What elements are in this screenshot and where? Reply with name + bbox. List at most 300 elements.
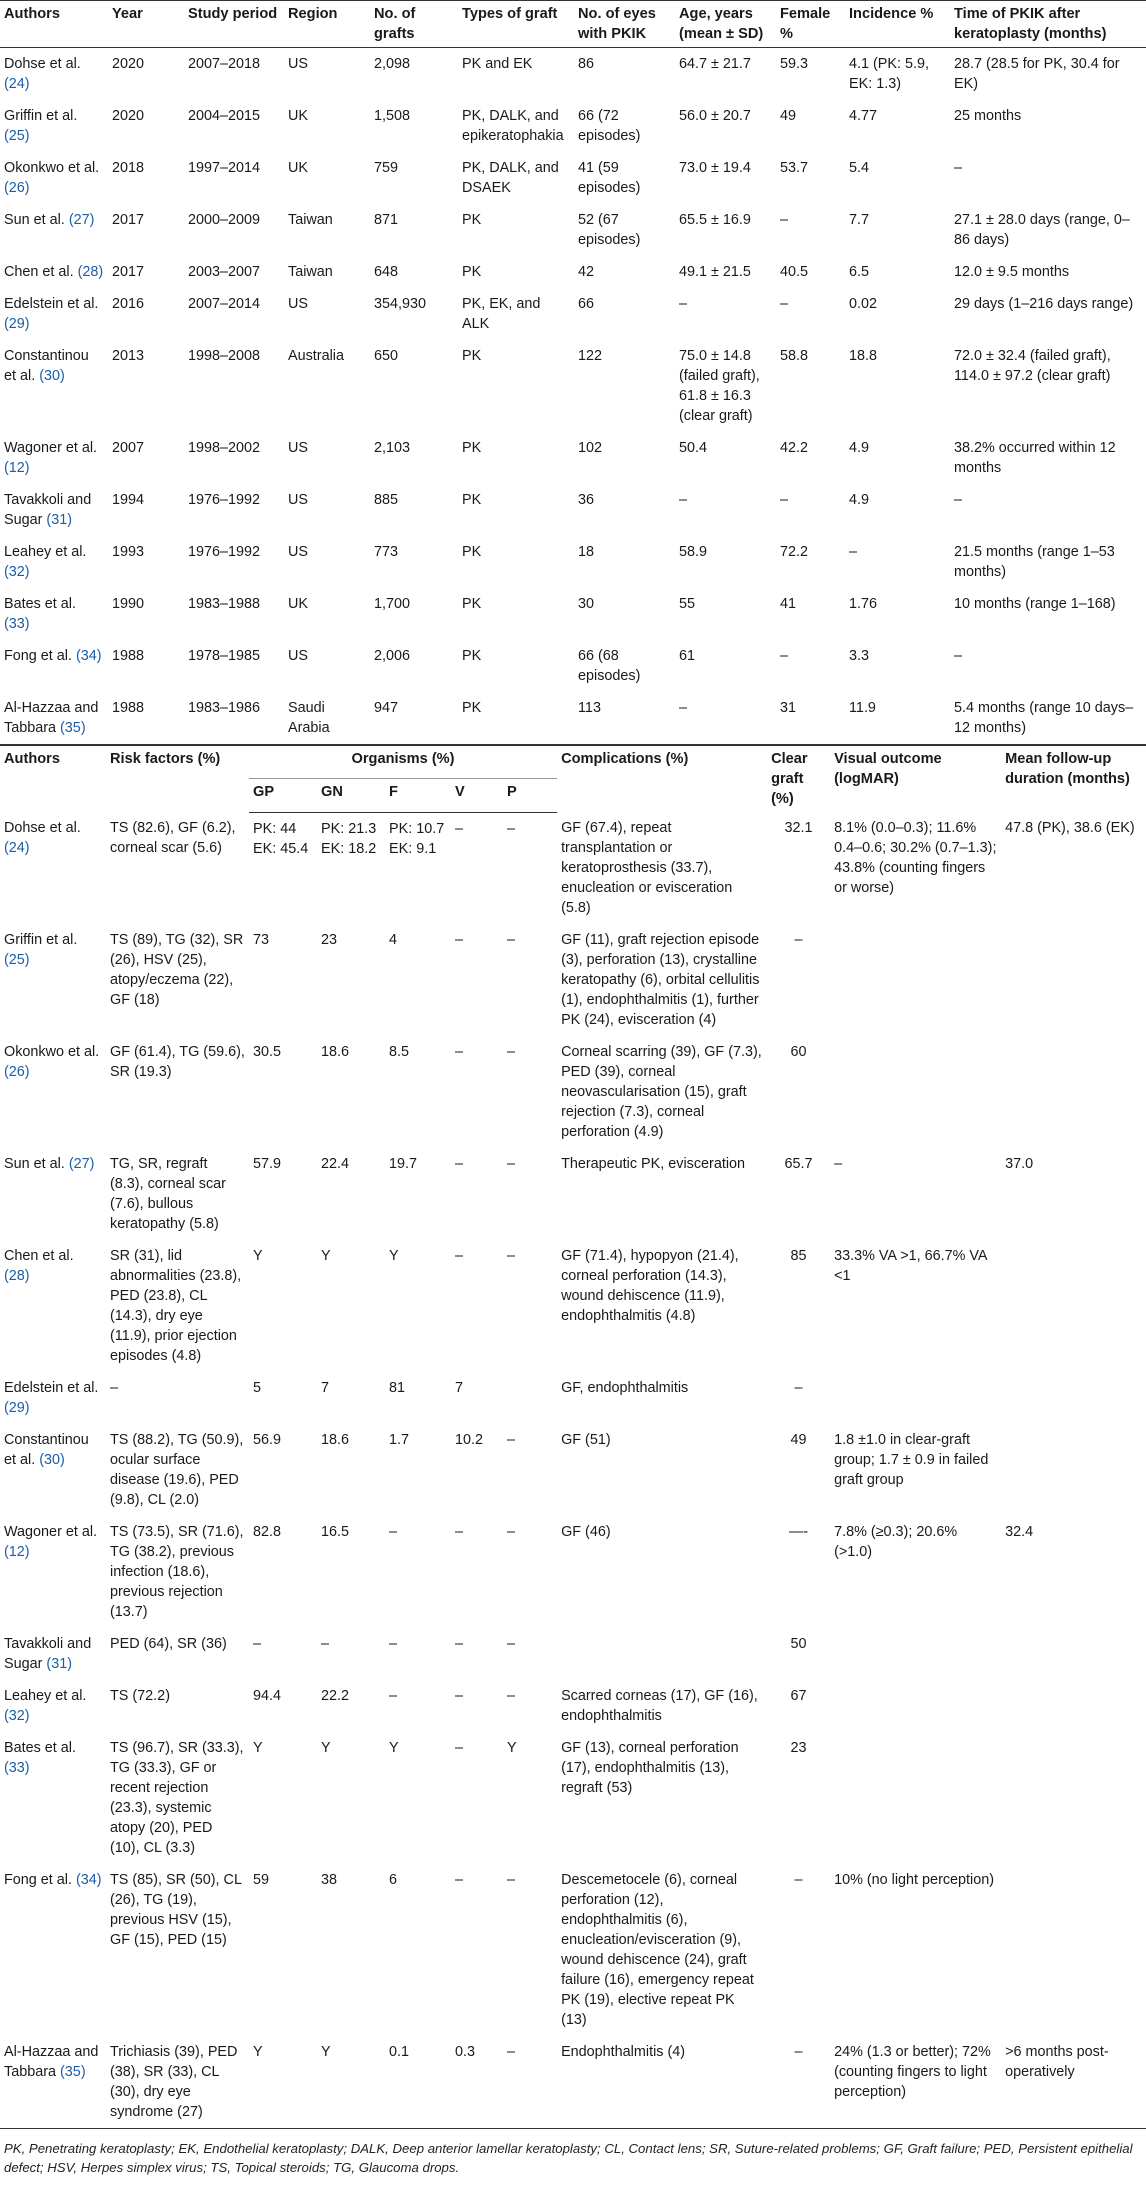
table-cell: 4.77: [849, 108, 878, 124]
table-cell: Y: [321, 1248, 331, 1264]
table-cell: PK: 44 EK: 45.4: [253, 820, 309, 857]
table-cell: –: [954, 160, 963, 176]
table-cell: 19.7: [389, 1156, 418, 1172]
table-cell: –: [679, 492, 688, 508]
table-cell: 41 (59 episodes): [578, 160, 641, 196]
table-cell: 1,508: [374, 108, 411, 124]
table-row: [0, 2036, 1146, 2129]
author-name: Tavakkoli and Sugar: [4, 492, 92, 528]
table-cell: 41: [780, 596, 797, 612]
author-cell: [0, 340, 108, 432]
reference-link[interactable]: (12): [4, 460, 30, 476]
author-name: Griffin et al.: [4, 108, 78, 124]
col-header: Year: [108, 1, 184, 48]
table-cell: –: [507, 820, 516, 837]
col-header: Incidence %: [845, 1, 950, 48]
table-cell: PK: [462, 492, 482, 508]
table-cell: TG, SR, regraft (8.3), corneal scar (7.6), bullous keratopathy (5.8): [110, 1156, 226, 1232]
author-cell: [0, 288, 108, 340]
table-cell: 61: [679, 648, 696, 664]
table-cell: [1001, 1628, 1146, 1680]
reference-link[interactable]: (28): [77, 264, 104, 280]
table-cell: PK: 10.7 EK: 9.1: [389, 820, 445, 857]
table-row: [0, 340, 1146, 432]
table-cell: 4.9: [849, 492, 870, 508]
table-cell: –: [780, 492, 789, 508]
reference-link[interactable]: (35): [60, 2064, 86, 2080]
table-cell: 10 months (range 1–168): [954, 596, 1116, 612]
table-cell: 73.0 ± 19.4: [679, 160, 751, 176]
author-cell: [0, 2036, 106, 2129]
table-cell: 66 (72 episodes): [578, 108, 641, 144]
author-name: Okonkwo et al.: [4, 160, 100, 176]
table-cell: 1988: [112, 648, 145, 664]
table-cell: TS (88.2), TG (50.9), ocular surface disease (19.6), PED (9.8), CL (2.0): [110, 1432, 244, 1508]
table-row: [0, 256, 1146, 288]
table-cell: 27.1 ± 28.0 days (range, 0–86 days): [954, 212, 1130, 248]
table-cell: US: [288, 56, 308, 72]
table-cell: 94.4: [253, 1688, 282, 1704]
table-cell: 0.02: [849, 296, 878, 312]
table-cell: 1976–1992: [188, 544, 261, 560]
table-cell: 2003–2007: [188, 264, 261, 280]
author-cell: [0, 100, 108, 152]
reference-link[interactable]: (34): [76, 648, 102, 664]
reference-link[interactable]: (25): [4, 128, 30, 144]
table-cell: –: [455, 1636, 464, 1652]
table-cell: Y: [249, 2036, 317, 2129]
reference-link[interactable]: (12): [4, 1544, 30, 1560]
table-cell: 122: [578, 348, 603, 364]
table-cell: 2007–2014: [188, 296, 261, 312]
table-cell: Y: [507, 1740, 517, 1756]
reference-link[interactable]: (32): [4, 1708, 30, 1724]
table-row: [0, 152, 1146, 204]
author-name: Sun et al.: [4, 1156, 65, 1172]
table-cell: –: [455, 1524, 464, 1540]
table-cell: –: [507, 932, 516, 948]
table-cell: SR (31), lid abnormalities (23.8), PED (23.8), CL (14.3), dry eye (11.9), prior ejection episodes (4.8): [110, 1248, 242, 1364]
table-cell: 12.0 ± 9.5 months: [954, 264, 1070, 280]
table-cell: 60: [790, 1044, 807, 1060]
table-cell: GF (51): [561, 1432, 611, 1448]
table-cell: 10% (no light perception): [834, 1872, 995, 1888]
table-row: [0, 1732, 1146, 1864]
table-cell: Y: [321, 1740, 331, 1756]
col-subheader: P: [503, 779, 557, 812]
table-cell: 2000–2009: [188, 212, 261, 228]
table-cell: PK: [458, 692, 574, 745]
author-cell: [0, 484, 108, 536]
table-cell: 42: [578, 264, 595, 280]
table-cell: US: [288, 544, 308, 560]
table-cell: –: [507, 1872, 516, 1888]
table-cell: 59.3: [780, 56, 809, 72]
table-cell: TS (89), TG (32), SR (26), HSV (25), atopy/eczema (22), GF (18): [110, 932, 244, 1008]
author-name: Leahey et al.: [4, 1688, 87, 1704]
col-header: Authors: [0, 746, 106, 813]
table-cell: 37.0: [1005, 1156, 1034, 1172]
reference-link[interactable]: (33): [4, 616, 30, 632]
author-name: Leahey et al.: [4, 544, 87, 560]
table-cell: 32.4: [1005, 1524, 1034, 1540]
table-cell: 65.7: [784, 1156, 813, 1172]
table-cell: 10.2: [455, 1432, 484, 1448]
table-row: [0, 204, 1146, 256]
table-cell: –: [507, 1636, 516, 1652]
author-cell: [0, 1680, 106, 1732]
table-cell: GF (11), graft rejection episode (3), perforation (13), crystalline keratopathy (6), orbital cellulitis (1), endophthalmitis (1), further PK (24), evisceration (4): [561, 932, 760, 1028]
reference-link[interactable]: (30): [39, 1452, 65, 1468]
reference-link[interactable]: (28): [4, 1268, 30, 1284]
table-cell: 49.1 ± 21.5: [679, 264, 751, 280]
reference-link[interactable]: (32): [4, 564, 30, 580]
table-cell: US: [288, 492, 308, 508]
col-header: Visual outcome (logMAR): [830, 746, 1001, 813]
table-cell: UK: [288, 596, 308, 612]
table-cell: [830, 1680, 1001, 1732]
table-cell: –: [389, 1524, 398, 1540]
table-cell: 1983–1988: [188, 596, 261, 612]
col-header: No. of eyes with PKIK: [574, 1, 675, 48]
table-cell: 648: [374, 264, 399, 280]
author-cell: [0, 812, 106, 924]
table-cell: 2020: [112, 108, 145, 124]
table-cell: 52 (67 episodes): [578, 212, 641, 248]
table-cell: 1.8 ±1.0 in clear-graft group; 1.7 ± 0.9 in failed graft group: [834, 1432, 989, 1488]
table-cell: –: [455, 1688, 464, 1704]
reference-link[interactable]: (26): [4, 1064, 30, 1080]
table-cell: 885: [374, 492, 399, 508]
table-cell: 85: [790, 1248, 807, 1264]
table-cell: PK and EK: [462, 56, 533, 72]
table-cell: –: [455, 1248, 464, 1264]
table-cell: 32.1: [784, 820, 813, 836]
table-cell: US: [288, 440, 308, 456]
table-cell: 1997–2014: [188, 160, 261, 176]
reference-link[interactable]: (33): [4, 1760, 30, 1776]
table-cell: 64.7 ± 21.7: [679, 56, 751, 72]
table-cell: TS (85), SR (50), CL (26), TG (19), previous HSV (15), GF (15), PED (15): [110, 1872, 242, 1948]
table-cell: –: [767, 2036, 830, 2129]
table-row: [0, 288, 1146, 340]
table-cell: Y: [253, 1740, 263, 1756]
author-cell: [0, 204, 108, 256]
table-cell: 2,098: [374, 56, 411, 72]
table-cell: [1001, 1372, 1146, 1424]
table-cell: 7.8% (≥0.3); 20.6% (>1.0): [834, 1524, 958, 1560]
table-cell: 1988: [108, 692, 184, 745]
table-cell: UK: [288, 160, 308, 176]
table-cell: PK, DALK, and DSAEK: [462, 160, 559, 196]
table-cell: 53.7: [780, 160, 809, 176]
author-cell: [0, 1516, 106, 1628]
table-cell: 36: [578, 492, 595, 508]
table-cell: 5: [253, 1380, 262, 1396]
table-cell: 75.0 ± 14.8 (failed graft), 61.8 ± 16.3 (clear graft): [679, 348, 760, 424]
author-name: Tavakkoli and Sugar: [4, 1636, 92, 1672]
table-cell: 28.7 (28.5 for PK, 30.4 for EK): [954, 56, 1120, 92]
table-cell: [503, 1372, 557, 1424]
author-cell: [0, 48, 108, 101]
col-header: Clear graft (%): [767, 746, 830, 813]
table-cell: 650: [374, 348, 399, 364]
table-cell: PK: [462, 648, 482, 664]
table-cell: 871: [374, 212, 399, 228]
author-name: Wagoner et al.: [4, 440, 98, 456]
author-name: Dohse et al.: [4, 56, 81, 72]
table-cell: –: [507, 1524, 516, 1540]
table-cell: [830, 1372, 1001, 1424]
table-cell: 8.1% (0.0–0.3); 11.6% 0.4–0.6; 30.2% (0.7–1.3); 43.8% (counting fingers or worse): [834, 820, 997, 896]
reference-link[interactable]: (27): [68, 1156, 95, 1172]
table-cell: 73: [253, 932, 270, 948]
table-cell: 1998–2002: [188, 440, 261, 456]
table-cell: [1001, 1240, 1146, 1372]
table-cell: 8.5: [389, 1044, 410, 1060]
table-cell: 759: [374, 160, 399, 176]
table-cell: [1001, 1036, 1146, 1148]
table-cell: PK: [462, 544, 482, 560]
table-cell: 22.4: [321, 1156, 350, 1172]
reference-link[interactable]: (31): [46, 512, 72, 528]
table-cell: PK, EK, and ALK: [462, 296, 541, 332]
table-cell: –: [675, 692, 776, 745]
author-name: Edelstein et al.: [4, 296, 99, 312]
table-cell: –: [507, 1432, 516, 1448]
col-subheader: F: [385, 779, 451, 812]
author-cell: [0, 924, 106, 1036]
table-cell: TS (72.2): [110, 1688, 170, 1704]
table-cell: PK: [462, 440, 482, 456]
table-cell: –: [834, 1156, 843, 1172]
table-row: [0, 924, 1146, 1036]
table-cell: 3.3: [849, 648, 870, 664]
table-cell: [830, 924, 1001, 1036]
table-cell: –: [455, 1872, 464, 1888]
author-name: Chen et al.: [4, 264, 74, 280]
table-row: [0, 1148, 1146, 1240]
col-header-organisms: Organisms (%): [249, 746, 557, 779]
table-cell: 25 months: [954, 108, 1022, 124]
table-studies: [0, 0, 1146, 745]
table-cell: 2016: [112, 296, 145, 312]
table-cell: 58.8: [780, 348, 809, 364]
table-cell: 1.76: [849, 596, 878, 612]
author-cell: [0, 588, 108, 640]
table-cell: 2017: [112, 264, 145, 280]
table-cell: –: [455, 1044, 464, 1060]
table-cell: GF, endophthalmitis: [561, 1380, 689, 1396]
table-cell: [830, 1036, 1001, 1148]
table-cell: 2013: [112, 348, 145, 364]
table-cell: 5.4: [849, 160, 870, 176]
table-cell: Taiwan: [288, 264, 333, 280]
table-cell: GF (71.4), hypopyon (21.4), corneal perforation (14.3), wound dehiscence (11.9), endophthalmitis (4.8): [561, 1248, 739, 1324]
table-cell: 113: [574, 692, 675, 745]
table-row: [0, 692, 1146, 745]
table-cell: –: [780, 212, 789, 228]
table-cell: 38.2% occurred within 12 months: [954, 440, 1116, 476]
table-cell: –: [507, 1044, 516, 1060]
table-cell: PK: 21.3 EK: 18.2: [321, 820, 377, 857]
author-name: Fong et al.: [4, 1872, 72, 1888]
table-cell: 55: [679, 596, 696, 612]
table-cell: 23: [321, 932, 338, 948]
table-cell: Corneal scarring (39), GF (7.3), PED (39), corneal neovascularisation (15), graft rejection (7.3), corneal perforation (4.9): [561, 1044, 762, 1140]
table-cell: 1,700: [374, 596, 411, 612]
reference-link[interactable]: (34): [76, 1872, 102, 1888]
author-name: Griffin et al.: [4, 932, 78, 948]
table-cell: TS (96.7), SR (33.3), TG (33.3), GF or recent rejection (23.3), systemic atopy (20), PED (10), CL (3.3): [110, 1740, 244, 1856]
table-cell: [557, 1628, 767, 1680]
table-cell: –: [794, 1380, 803, 1396]
table-cell: [1001, 1424, 1146, 1516]
table-outcomes: [0, 745, 1146, 2129]
reference-link[interactable]: (25): [4, 952, 30, 968]
table-cell: –: [849, 544, 858, 560]
table-cell: 6: [389, 1872, 398, 1888]
author-name: Constantinou et al.: [4, 1432, 89, 1468]
table-cell: Scarred corneas (17), GF (16), endophthalmitis: [561, 1688, 758, 1724]
table-cell: –: [389, 1636, 398, 1652]
author-name: Al-Hazzaa and Tabbara: [4, 700, 99, 736]
table-cell: GF (46): [561, 1524, 611, 1540]
table-row: [0, 1240, 1146, 1372]
table-cell: —-: [788, 1524, 809, 1540]
table-cell: 18.8: [849, 348, 878, 364]
table-cell: 2018: [112, 160, 145, 176]
table-cell: Trichiasis (39), PED (38), SR (33), CL (30), dry eye syndrome (27): [106, 2036, 249, 2129]
table-cell: 58.9: [679, 544, 708, 560]
col-header: Authors: [0, 1, 108, 48]
table-cell: GF (61.4), TG (59.6), SR (19.3): [110, 1044, 245, 1080]
table-cell: [830, 1732, 1001, 1864]
table-cell: [1001, 924, 1146, 1036]
col-header: Region: [284, 1, 370, 48]
table-cell: –: [794, 932, 803, 948]
table-cell: 7: [321, 1380, 330, 1396]
table-cell: –: [794, 1872, 803, 1888]
table-cell: 1994: [112, 492, 145, 508]
table-cell: 72.0 ± 32.4 (failed graft), 114.0 ± 97.2 (clear graft): [954, 348, 1111, 384]
col-header: Complications (%): [557, 746, 767, 813]
table-cell: 29 days (1–216 days range): [954, 296, 1134, 312]
table-cell: US: [288, 296, 308, 312]
table-row: [0, 1864, 1146, 2036]
table-cell: –: [253, 1636, 262, 1652]
table-cell: 11.9: [845, 692, 950, 745]
table-cell: 6.5: [849, 264, 870, 280]
table-cell: 4.9: [849, 440, 870, 456]
table-cell: TS (82.6), GF (6.2), corneal scar (5.6): [110, 820, 236, 856]
table-cell: 7: [455, 1380, 464, 1396]
table2-header-row: [0, 746, 1146, 779]
author-name: Dohse et al.: [4, 820, 81, 836]
table1-header-row: [0, 1, 1146, 48]
reference-link[interactable]: (26): [4, 180, 30, 196]
reference-link[interactable]: (24): [4, 840, 30, 856]
col-subheader: GN: [317, 779, 385, 812]
table-cell: 57.9: [253, 1156, 282, 1172]
table-cell: 16.5: [321, 1524, 350, 1540]
table-cell: [1001, 1864, 1146, 2036]
table-row: [0, 1516, 1146, 1628]
table-row: [0, 1372, 1146, 1424]
table-cell: 66: [578, 296, 595, 312]
table-cell: Taiwan: [288, 212, 333, 228]
table-row: [0, 48, 1146, 101]
reference-link[interactable]: (30): [39, 368, 65, 384]
table-cell: Therapeutic PK, evisceration: [561, 1156, 746, 1172]
table-cell: 30.5: [253, 1044, 282, 1060]
table-cell: 1983–1986: [184, 692, 284, 745]
table-row: [0, 1036, 1146, 1148]
table-cell: 1.7: [389, 1432, 410, 1448]
table-cell: 40.5: [780, 264, 809, 280]
table-cell: 56.9: [253, 1432, 282, 1448]
reference-link[interactable]: (24): [4, 76, 30, 92]
table-cell: 0.1: [385, 2036, 451, 2129]
table-cell: 66 (68 episodes): [578, 648, 641, 684]
col-header: Time of PKIK after keratoplasty (months): [950, 1, 1146, 48]
reference-link[interactable]: (35): [60, 720, 86, 736]
table-cell: 5.4 months (range 10 days–12 months): [950, 692, 1146, 745]
table-cell: Y: [317, 2036, 385, 2129]
table-cell: 1976–1992: [188, 492, 261, 508]
table-cell: >6 months post-operatively: [1001, 2036, 1146, 2129]
table-cell: 31: [776, 692, 845, 745]
table-cell: 2007: [112, 440, 145, 456]
table-cell: Australia: [288, 348, 344, 364]
table-cell: 82.8: [253, 1524, 282, 1540]
table-cell: 86: [578, 56, 595, 72]
reference-link[interactable]: (27): [68, 212, 95, 228]
reference-link[interactable]: (31): [46, 1656, 72, 1672]
col-header: Types of graft: [458, 1, 574, 48]
table-cell: 102: [578, 440, 603, 456]
table-row: [0, 588, 1146, 640]
table-row: [0, 812, 1146, 924]
table-cell: –: [954, 648, 963, 664]
table-cell: 18: [578, 544, 595, 560]
table-cell: 81: [389, 1380, 406, 1396]
table-cell: 354,930: [374, 296, 427, 312]
author-cell: [0, 1372, 106, 1424]
table-cell: –: [507, 1156, 516, 1172]
table-cell: 23: [790, 1740, 807, 1756]
table-cell: Y: [253, 1248, 263, 1264]
table-cell: –: [503, 2036, 557, 2129]
author-cell: [0, 1424, 106, 1516]
table-cell: US: [288, 648, 308, 664]
author-cell: [0, 1148, 106, 1240]
table-cell: 4: [389, 932, 398, 948]
table-cell: 2004–2015: [188, 108, 261, 124]
table-cell: –: [507, 1248, 516, 1264]
table-cell: 4.1 (PK: 5.9, EK: 1.3): [849, 56, 929, 92]
author-cell: [0, 692, 108, 745]
table-cell: 59: [253, 1872, 270, 1888]
table-cell: Y: [389, 1248, 399, 1264]
table-cell: –: [455, 1156, 464, 1172]
reference-link[interactable]: (29): [4, 1400, 30, 1416]
table-cell: –: [679, 296, 688, 312]
table-cell: [830, 1628, 1001, 1680]
author-name: Edelstein et al.: [4, 1380, 99, 1396]
author-cell: [0, 152, 108, 204]
reference-link[interactable]: (29): [4, 316, 30, 332]
